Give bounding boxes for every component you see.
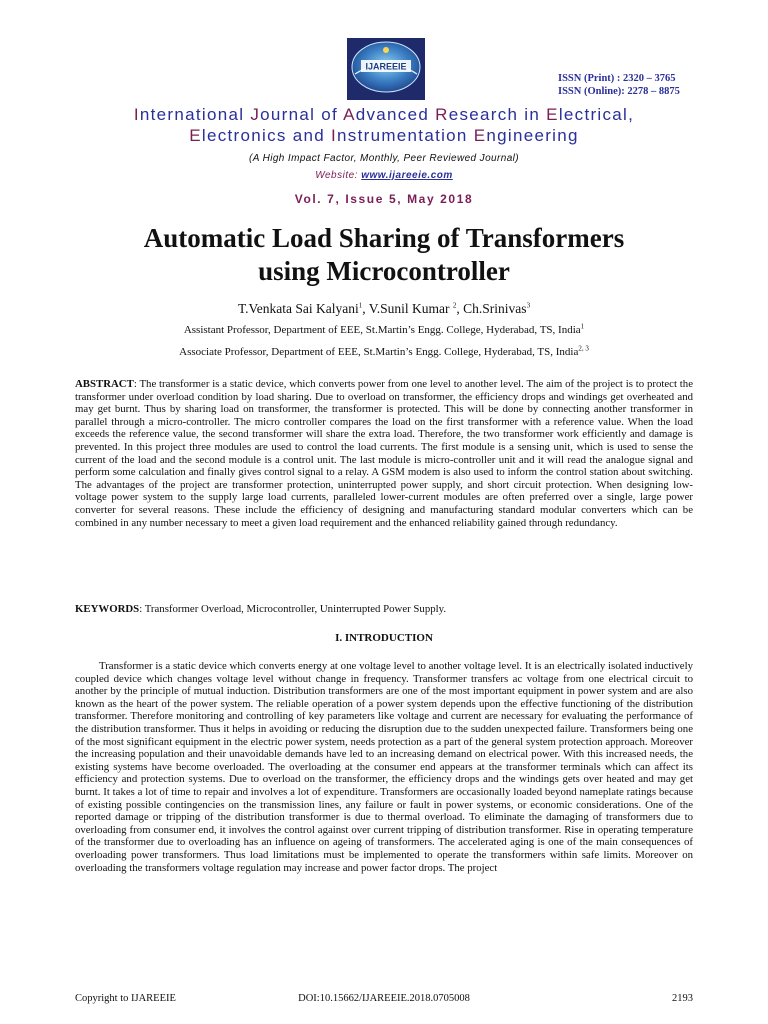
author-1: T.Venkata Sai Kalyani (237, 301, 359, 316)
journal-name (0, 104, 768, 146)
affiliation-2-sup: 2, 3 (578, 344, 589, 353)
affiliation-1-text: Assistant Professor, Department of EEE, St.Martin’s Engg. College, Hyderabad, TS, India (183, 324, 581, 336)
journal-word: lectronics and (201, 126, 331, 145)
affiliation-2 (0, 346, 768, 358)
abstract-label: ABSTRACT (75, 378, 134, 390)
paper-title-line-2: using Microcontroller (258, 256, 510, 286)
affiliation-2-text: Associate Professor, Department of EEE, St.Martin’s Engg. College, Hyderabad, TS, India (179, 346, 579, 358)
journal-initial: E (473, 126, 487, 145)
journal-initial: A (343, 105, 356, 124)
keywords-text: : Transformer Overload, Microcontroller, Uninterrupted Power Supply. (139, 603, 447, 615)
issn-block (558, 72, 748, 98)
journal-logo (347, 38, 425, 100)
journal-initial: E (189, 126, 202, 145)
journal-initial: E (546, 105, 559, 124)
journal-word: lectrical, (558, 105, 635, 124)
keywords-label: KEYWORDS (75, 603, 140, 615)
website-link[interactable]: www.ijareeie.com (361, 170, 453, 181)
journal-word: esearch in (448, 105, 547, 124)
affiliation-1 (0, 324, 768, 336)
volume-issue: Vol. 7, Issue 5, May 2018 (294, 192, 474, 206)
journal-name-line-1 (0, 104, 768, 125)
journal-word: nternational (139, 105, 251, 124)
journal-initial: I (133, 105, 140, 124)
logo-text: IJAREEIE (365, 61, 407, 72)
paper-title (40, 222, 728, 288)
journal-word: ournal of (260, 105, 344, 124)
author-2: , V.Sunil Kumar (362, 301, 453, 316)
affiliation-1-sup: 1 (580, 322, 585, 331)
paper-title-line-1: Automatic Load Sharing of Transformers (143, 223, 625, 253)
introduction-body: Transformer is a static device which converts energy at one voltage level to another voltage level. It is an electrically isolated inductively coupled device which changes voltage level without change in frequency. Transformer transfers ac voltage from one electrical circuit to another by the principle of mutual induction. Distribution transformers are one of the most important equipment in power system and are also known as the heart of the power system. The reliable operation of a power system depends upon the effective functioning of the distribution transformer. Therefore monitoring and controlling of key parameters like voltage and current are necessary for evaluating the performance of the distribution transformer. Thus it helps in avoiding or reducing the disruption due to the sudden unexpected failure. Transformers being one of the most significant equipment in the electric power system, needs protection as a part of the general system protection approach. Moreover the increasing population and their unavoidable demands have led to an increasing demand on electrical power. With this increased needs, the existing systems have become overloaded. The overloading at the consumer end appears at the transformer terminals which can affect its efficiency and protection systems. Due to overload on the transformer, the efficiency drops and the windings gets over heated and may get burnt. It takes a lot of time to repair and involves a lot of expenditure. Transformers are occasionally loaded beyond nameplate ratings because of existing possible contingencies on the transmission lines, any failure or fault in power systems, or economic considerations. One of the reported damage or tripping of the distribution transformer is due to thermal overload. To eliminate the damaging of transformers due to overloading from consumer end, it involves the control against over current tripping of distribution transformer. Rise in operating temperature of the transformer due to overloading has an influence on ageing of transformers. The accelerated aging is one of the main consequences of overloading power transformers. Thus load limitations must be implemented to operate the transformers within safe limits. Moreover on overloading the transformers voltage regulation may increase and power factor drops. The project (75, 660, 693, 874)
issn-online: ISSN (Online): 2278 – 8875 (558, 86, 680, 97)
journal-word: dvanced (355, 105, 436, 124)
journal-word: ngineering (486, 126, 579, 145)
keywords (75, 603, 693, 616)
page-number: 2193 (672, 993, 693, 1004)
author-1-sup: 1 (358, 301, 363, 310)
journal-initial: J (250, 105, 261, 124)
footer-doi: DOI:10.15662/IJAREEIE.2018.0705008 (298, 993, 470, 1004)
author-3: , Ch.Srinivas (456, 301, 527, 316)
website-label: Website: (315, 170, 362, 181)
journal-word: nstrumentation (337, 126, 474, 145)
journal-initial: I (331, 126, 338, 145)
footer-copyright: Copyright to IJAREEIE (75, 993, 176, 1004)
journal-initial: R (435, 105, 449, 124)
abstract-text: : The transformer is a static device, which converts power from one level to another level. The aim of the project is to protect the transformer under overload condition by load sharing. Due to overload on transformer, the efficiency drops and windings get overheated and may get burnt. Thus by sharing load on transformer, the transformer is protected. This will be done by connecting another transformer in parallel through a micro-controller. The micro controller compares the load on the first transformer with a reference value. When the load exceeds the reference value, the second transformer will share the extra load. Therefore, the two transformer work efficiently and damage is prevented. In this project three modules are used to control the load currents. The first module is a sensing unit, which is used to sense the current of the load and the second module is a control unit. The last module is micro-controller unit and it will read the analogue signal and perform some calculation and finally gives control signal to a relay. A GSM modem is also used to inform the control station about switching. The advantages of the project are transformer protection, uninterrupted power supply, and short circuit protection. When designing low-voltage power system to the supply large load currents, paralleled lower-current modules are often preferred over a single, large power converter for several reasons. These include the efficiency of designing and manufacturing standard modular converters which can be combined in any number necessary to meet a given load requirement and the enhanced reliability gained through redundancy. (75, 378, 693, 529)
abstract (75, 378, 693, 529)
journal-website (0, 170, 768, 181)
issn-print: ISSN (Print) : 2320 – 3765 (558, 73, 676, 84)
section-heading: I. INTRODUCTION (335, 632, 433, 644)
author-2-sup: 2 (452, 301, 457, 310)
author-list (0, 301, 768, 317)
journal-subline: (A High Impact Factor, Monthly, Peer Reviewed Journal) (248, 153, 520, 164)
journal-name-line-2 (0, 125, 768, 146)
author-3-sup: 3 (526, 301, 531, 310)
